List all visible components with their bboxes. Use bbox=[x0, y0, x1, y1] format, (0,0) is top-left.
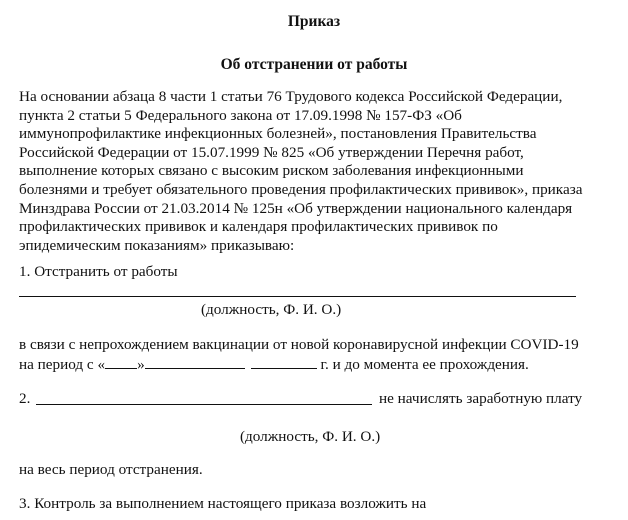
period-day-blank bbox=[105, 354, 137, 369]
period-month-blank bbox=[145, 354, 245, 369]
period-year-blank bbox=[251, 354, 317, 369]
preamble-line: пункта 2 статьи 5 Федерального закона от 17.09.1998 № 157-ФЗ «Об bbox=[19, 106, 462, 124]
period-suffix: г. и до момента ее прохождения. bbox=[316, 356, 529, 373]
preamble-line: эпидемическим показаниям» приказываю: bbox=[19, 236, 295, 254]
item1-caption: (должность, Ф. И. О.) bbox=[201, 301, 342, 318]
item1-period-line bbox=[19, 354, 529, 374]
item3-text: 3. Контроль за выполнением настоящего приказа возложить на bbox=[19, 495, 427, 512]
preamble-line: Минздрава России от 21.03.2014 № 125н «Об утверждении национального календаря bbox=[19, 199, 573, 217]
item2-employee-blank bbox=[36, 404, 372, 405]
preamble-line: выполнение которых связано с высоким риском заболевания инфекционными bbox=[19, 162, 524, 180]
item1-reason: в связи с непрохождением вакцинации от новой коронавирусной инфекции COVID-19 bbox=[19, 336, 579, 353]
item2-caption: (должность, Ф. И. О.) bbox=[240, 428, 381, 445]
item2-tail: на весь период отстранения. bbox=[19, 461, 203, 478]
item2-number: 2. bbox=[19, 390, 31, 407]
document-subtitle: Об отстранении от работы bbox=[220, 56, 408, 73]
item2-text: не начислять заработную плату bbox=[379, 390, 583, 407]
period-quote-close: » bbox=[137, 356, 145, 373]
preamble-line: болезнями и требует обязательного проведения профилактических прививок», приказа bbox=[19, 180, 583, 198]
preamble-line: иммунопрофилактике инфекционных болезней», постановления Правительства bbox=[19, 125, 537, 143]
period-prefix: на период с « bbox=[19, 356, 106, 373]
preamble-line: На основании абзаца 8 части 1 статьи 76 Трудового кодекса Российской Федерации, bbox=[19, 88, 563, 105]
preamble-paragraph bbox=[19, 88, 619, 255]
item1-text: 1. Отстранить от работы bbox=[19, 263, 178, 280]
document-title: Приказ bbox=[287, 13, 341, 30]
preamble-line: Российской Федерации от 15.07.1999 № 825 «Об утверждении Перечня работ, bbox=[19, 143, 524, 161]
item1-employee-blank bbox=[19, 296, 576, 297]
preamble-line: профилактических прививок и календаря профилактических прививок по bbox=[19, 218, 498, 236]
